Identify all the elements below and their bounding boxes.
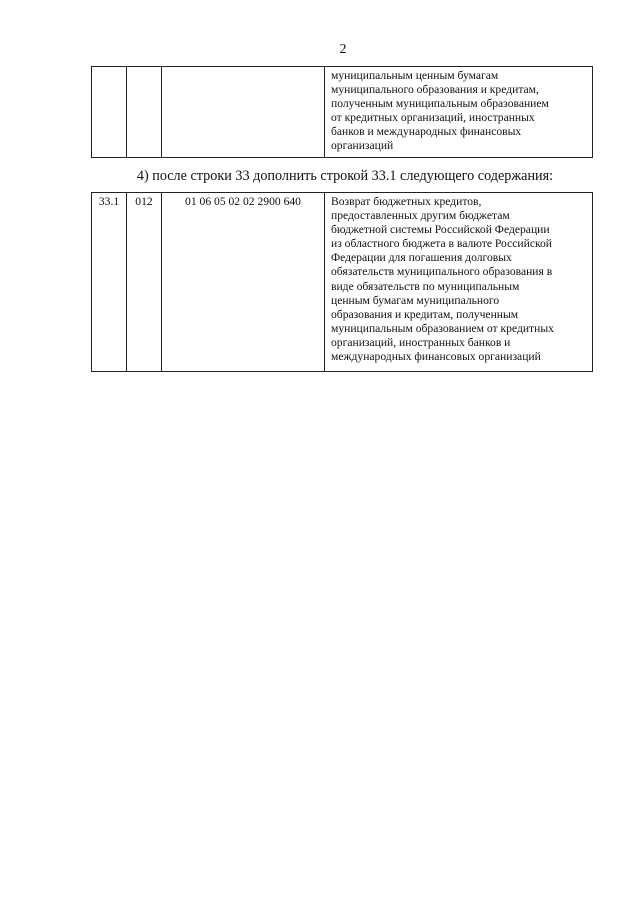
description-line: организаций — [331, 139, 394, 153]
table-row — [92, 193, 593, 372]
page-number: 2 — [339, 42, 347, 57]
description-cell — [325, 67, 593, 158]
new-row-table — [91, 192, 593, 372]
description-line: виде обязательств по муниципальным — [331, 279, 520, 293]
description-line: полученным муниципальным образованием — [331, 97, 549, 111]
admin-code-cell — [127, 67, 162, 158]
description-line: от кредитных организаций, иностранных — [331, 111, 535, 125]
description-line: муниципальным образованием от кредитных — [331, 321, 554, 335]
description-cell — [325, 193, 593, 372]
kbk-code-cell — [162, 67, 325, 158]
table-row — [92, 67, 593, 158]
description-line: муниципального образования и кредитам, — [331, 83, 539, 97]
continued-table — [91, 66, 593, 158]
description-line: ценным бумагам муниципального — [331, 293, 500, 307]
description-line: Возврат бюджетных кредитов, — [331, 195, 482, 208]
description-line: банков и международных финансовых — [331, 125, 522, 139]
description-line: организаций, иностранных банков и — [331, 335, 511, 349]
amendment-instruction: 4) после строки 33 дополнить строкой 33.1 следующего содержания: — [136, 168, 554, 184]
description-line: из областного бюджета в валюте Российской — [331, 237, 553, 251]
description-line: бюджетной системы Российской Федерации — [331, 223, 550, 237]
description-line: обязательств муниципального образования в — [331, 265, 553, 279]
description-line: международных финансовых организаций — [331, 350, 541, 364]
admin-code-cell: 012 — [127, 193, 162, 372]
description-line: предоставленных другим бюджетам — [331, 209, 510, 223]
description-line: муниципальным ценным бумагам — [331, 69, 499, 82]
row-number-cell: 33.1 — [92, 193, 127, 372]
description-line: образования и кредитам, полученным — [331, 307, 519, 321]
kbk-code-cell: 01 06 05 02 02 2900 640 — [162, 193, 325, 372]
description-line: Федерации для погашения долговых — [331, 251, 512, 265]
row-number-cell — [92, 67, 127, 158]
